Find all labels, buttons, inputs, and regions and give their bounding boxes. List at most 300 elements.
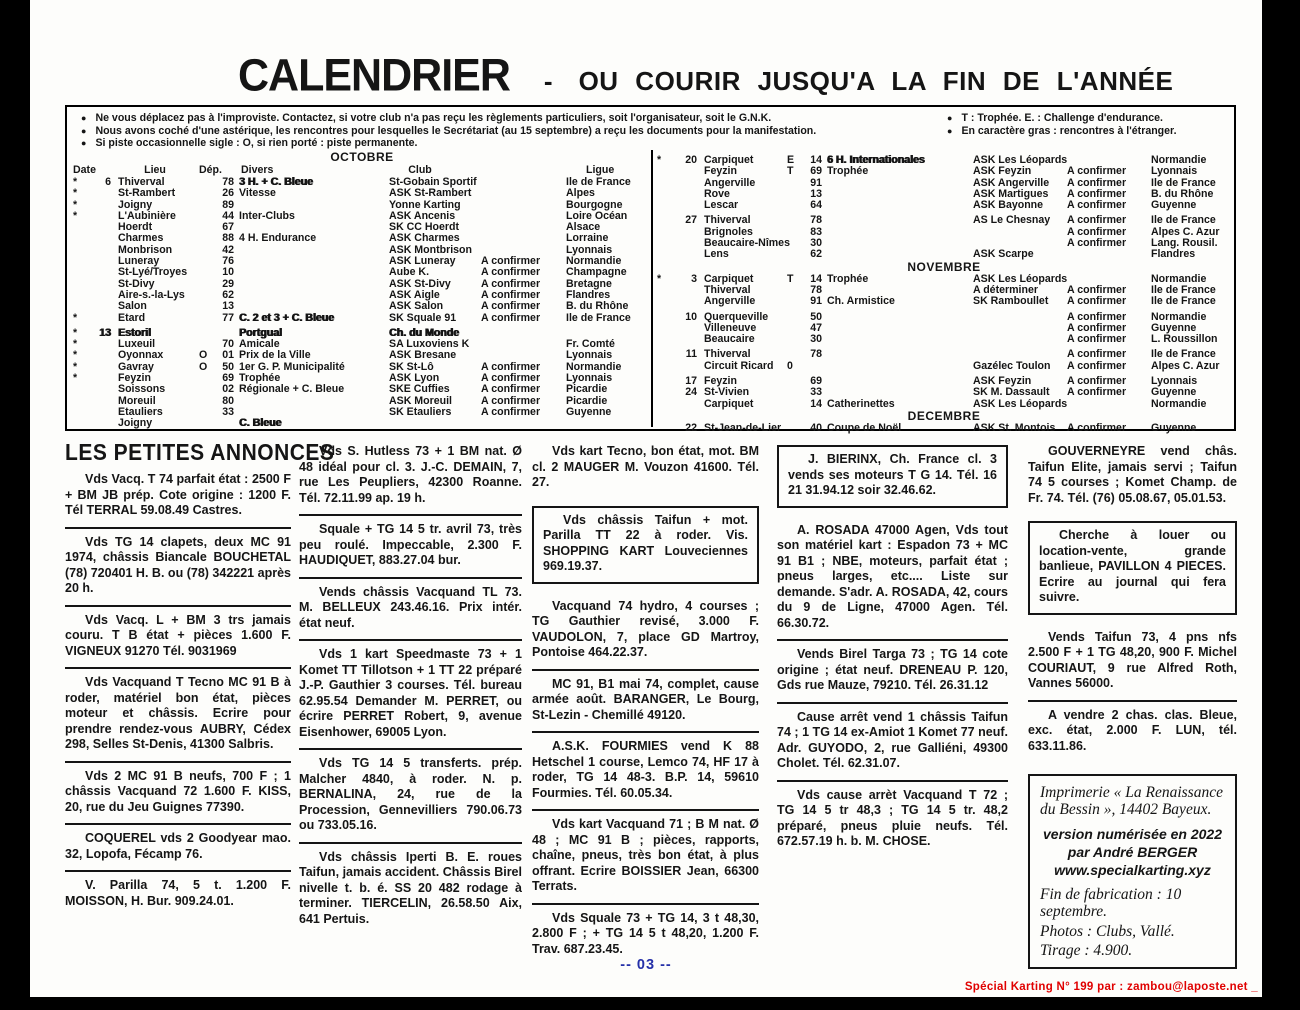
ad-text: MC 91, B1 mai 74, complet, cause armée août. BARANGER, Le Bourg, St-Lezin - Chemillé 49120.	[532, 676, 759, 722]
cell-date	[87, 407, 111, 418]
cell-asterisk	[657, 399, 671, 410]
cell-date	[87, 200, 111, 211]
cell-divers: 3 H. + C. Bleue	[239, 176, 313, 188]
cell-asterisk	[657, 423, 671, 434]
cell-ligue: Normandie	[566, 255, 622, 268]
legend-item	[81, 125, 933, 138]
cell-confirmation	[481, 188, 566, 199]
cell-ligue: Alpes	[566, 187, 595, 200]
legend-item	[81, 137, 933, 150]
cell-asterisk: *	[73, 311, 78, 324]
cell-divers: Ch. Armistice	[827, 295, 895, 308]
cell-ligue: Ile de France	[1151, 295, 1216, 308]
cell-date: 10	[685, 310, 697, 323]
classifieds-column-3	[532, 438, 759, 965]
cell-confirmation: A confirmer	[481, 394, 541, 407]
cell-date	[87, 384, 111, 395]
cell-date	[671, 296, 697, 307]
cell-club: SK Squale 91	[389, 311, 457, 324]
cell-departement: 88	[222, 232, 234, 245]
cell-divers: Inter-Clubs	[239, 209, 295, 222]
cell-ligue: Ile de France	[1151, 348, 1216, 361]
classifieds-title: LES PETITES ANNONCES	[65, 440, 335, 466]
month-header-october: OCTOBRE	[330, 150, 394, 164]
cell-sigle	[199, 301, 213, 312]
page-title	[238, 50, 1174, 102]
cell-departement: 30	[810, 333, 822, 346]
cell-divers	[827, 349, 973, 360]
cell-asterisk	[657, 215, 671, 226]
calendar-row	[657, 166, 1231, 177]
cell-club	[973, 227, 1067, 238]
fabrication-end: Fin de fabrication : 10 septembre.	[1040, 886, 1182, 921]
month-header-december: DECEMBRE	[907, 408, 981, 423]
cell-sigle	[787, 189, 801, 200]
cell-club: ASK Martigues	[973, 187, 1049, 200]
classified-ad	[299, 842, 522, 936]
cell-club: SK M. Dassault	[973, 386, 1050, 399]
cell-club: ASK St-Divy	[389, 277, 451, 290]
cell-date	[87, 373, 111, 384]
cell-divers	[827, 189, 973, 200]
cell-confirmation: A confirmer	[1067, 310, 1127, 323]
cell-date	[671, 399, 697, 410]
ad-text: V. Parilla 74, 5 t. 1.200 F. MOISSON, H. Bur. 909.24.01.	[65, 878, 291, 908]
cell-divers: Vitesse	[239, 187, 276, 200]
cell-lieu: Thiverval	[704, 348, 751, 361]
cell-confirmation: A confirmer	[481, 300, 541, 313]
classified-ad	[299, 577, 522, 640]
cell-sigle	[199, 177, 213, 188]
cell-asterisk	[657, 178, 671, 189]
cell-departement: 69	[810, 165, 822, 178]
cell-divers: Amicale	[239, 338, 280, 351]
cell-sigle	[787, 399, 801, 410]
cell-departement: 78	[810, 348, 822, 361]
classified-ad	[777, 639, 1008, 702]
website-text: www.specialkarting.xyz	[1054, 861, 1211, 878]
cell-ligue: Picardie	[566, 383, 608, 396]
cell-confirmation: A confirmer	[481, 360, 541, 373]
cell-ligue: Guyenne	[1151, 421, 1197, 434]
cell-sigle	[787, 215, 801, 226]
cell-departement: 50	[222, 360, 234, 373]
cell-departement: 91	[810, 295, 822, 308]
cell-divers: 4 H. Endurance	[239, 232, 317, 245]
title-subtitle: OU COURIR JUSQU'A LA FIN DE L'ANNÉE	[578, 66, 1174, 96]
cell-ligue: Picardie	[566, 394, 608, 407]
cell-asterisk: *	[73, 198, 78, 211]
cell-lieu: Feyzin	[118, 372, 151, 385]
cell-divers	[827, 227, 973, 238]
calendar-row	[657, 296, 1231, 307]
month-header-november: NOVEMBRE	[907, 259, 981, 274]
cell-asterisk: *	[73, 209, 78, 222]
ad-text: Cause arrêt vend 1 châssis Taifun 74 ; 1 TG 14 ex-Amiot 1 Komet 77 neuf. Adr. GUYODO, 2, rue Galliéni, 49300 Cholet. Tél. 62.31.07.	[777, 709, 1008, 770]
classified-ad	[532, 903, 759, 966]
cell-lieu: Hoerdt	[118, 221, 153, 234]
ad-text: Cherche à louer ou location-vente, grande banlieue, PAVILLON 4 PIECES. Ecrire au journal qui fera suivre.	[1039, 528, 1226, 604]
cell-asterisk	[657, 334, 671, 345]
cell-lieu: Etard	[118, 311, 146, 324]
cell-date	[671, 249, 697, 260]
cell-sigle: O	[199, 349, 208, 362]
cell-asterisk	[657, 387, 671, 398]
cell-confirmation	[481, 328, 566, 339]
cell-club: ASK Les Léopards	[973, 272, 1068, 285]
cell-ligue: Guyenne	[1151, 321, 1197, 334]
cell-divers	[827, 376, 973, 387]
cell-ligue: Flandres	[566, 288, 611, 301]
cell-club: SK St-Lô	[389, 360, 434, 373]
scan-credit: Spécial Karting N° 199 par : zambou@laposte.net _	[964, 981, 1258, 993]
cell-divers	[239, 290, 389, 301]
cell-date: 3	[691, 272, 697, 285]
cell-date	[87, 418, 111, 429]
cell-club: ASK Aigle	[389, 288, 440, 301]
cell-departement: 14	[810, 397, 822, 410]
header-divers: Divers	[241, 164, 274, 176]
cell-date: 6	[105, 176, 111, 188]
cell-departement: 33	[810, 386, 822, 399]
cell-date: 24	[685, 386, 697, 399]
cell-divers	[827, 215, 973, 226]
cell-date	[671, 285, 697, 296]
cell-sigle	[787, 312, 801, 323]
cell-departement: 42	[222, 243, 234, 256]
cell-date	[87, 267, 111, 278]
cell-club: A déterminer	[973, 283, 1038, 296]
cell-lieu: Etauliers	[118, 405, 163, 418]
cell-sigle	[199, 328, 213, 339]
cell-ligue: Champagne	[566, 266, 627, 279]
cell-date: 20	[685, 154, 697, 166]
cell-departement: 62	[222, 288, 234, 301]
cell-lieu: Thiverval	[704, 283, 751, 296]
calendar-row	[657, 200, 1231, 211]
cell-ligue: Lyonnais	[566, 372, 613, 385]
cell-club: ASK St-Rambert	[389, 187, 472, 200]
cell-confirmation: A confirmer	[1067, 176, 1127, 189]
cell-ligue: Guyenne	[566, 405, 612, 418]
classified-ad	[777, 517, 1008, 640]
cell-divers	[827, 323, 973, 334]
cell-club: ASK Bayonne	[973, 199, 1044, 212]
calendar-rows-october-left	[73, 177, 651, 430]
cell-date	[87, 245, 111, 256]
cell-divers: Trophée	[827, 272, 869, 285]
cell-confirmation	[1067, 249, 1151, 260]
cell-lieu: Angerville	[704, 295, 756, 308]
cell-asterisk	[657, 376, 671, 387]
cell-asterisk	[73, 290, 87, 301]
calendar-row	[657, 387, 1231, 398]
classified-ad	[299, 438, 522, 514]
calendar-row	[657, 189, 1231, 200]
cell-departement: 13	[222, 300, 234, 313]
ad-text: A vendre 2 chas. clas. Bleue, exc. état, 2.000 F. LUN, tél. 633.11.86.	[1028, 707, 1237, 753]
cell-sigle	[787, 387, 801, 398]
cell-date	[87, 222, 111, 233]
cell-sigle	[199, 396, 213, 407]
cell-departement: 40	[810, 421, 822, 434]
cell-departement: 26	[222, 187, 234, 200]
cell-lieu: Villeneuve	[704, 321, 757, 334]
cell-confirmation: A confirmer	[481, 277, 541, 290]
cell-club: SK Etauliers	[389, 405, 452, 418]
cell-date	[87, 339, 111, 350]
cell-divers	[827, 178, 973, 189]
calendar-row	[73, 301, 651, 312]
cell-ligue: Lorraine	[566, 232, 609, 245]
calendar-rows-december	[657, 423, 1231, 434]
calendar-row	[657, 361, 1231, 372]
cell-confirmation: A confirmer	[1067, 348, 1127, 361]
classified-ad	[299, 748, 522, 842]
cell-ligue: Alsace	[566, 221, 601, 234]
cell-asterisk	[657, 312, 671, 323]
cell-divers: Prix de la Ville	[239, 349, 311, 362]
cell-ligue: B. du Rhône	[1151, 187, 1214, 200]
ad-text: A.S.K. FOURMIES vend K 88 Hetschel 1 course, Lemco 74, HF 17 à roder, TG 14 48-3. B.P. 14, 59610 Fourmies. Tél. 60.05.34.	[532, 739, 759, 800]
bullet-icon: ●	[81, 125, 87, 136]
cell-sigle	[787, 178, 801, 189]
cell-date	[87, 233, 111, 244]
cell-confirmation	[481, 211, 566, 222]
cell-club: SA Luxoviens K	[389, 338, 470, 351]
cell-sigle	[199, 211, 213, 222]
cell-asterisk: *	[73, 349, 78, 362]
classifieds-column-5	[1028, 438, 1237, 969]
cell-departement: 50	[810, 310, 822, 323]
cell-departement: 67	[222, 221, 234, 234]
legend-left-list	[81, 112, 933, 150]
printer-name: Imprimerie « La Renaissance du Bessin », 14402 Bayeux.	[1040, 784, 1223, 819]
cell-lieu: Carpiquet	[704, 397, 754, 410]
header-dep: Dép.	[199, 164, 222, 176]
cell-departement: 47	[810, 321, 822, 334]
classified-ad	[299, 639, 522, 748]
page-number: -- 03 --	[620, 957, 672, 973]
calendar-row	[657, 238, 1231, 249]
ad-text: Vds kart Tecno, bon état, mot. BM cl. 2 MAUGER M. Vouzon 41600. Tél. 27.	[532, 444, 759, 489]
header-date: Date	[73, 164, 96, 176]
classifieds-list-3	[532, 438, 759, 965]
calendar-row	[657, 423, 1231, 434]
cell-confirmation: A confirmer	[1067, 283, 1127, 296]
cell-divers	[827, 249, 973, 260]
cell-lieu: Feyzin	[704, 165, 737, 178]
cell-ligue: Fr. Comté	[566, 338, 615, 351]
cell-departement: 80	[222, 394, 234, 407]
ad-text: Vds châssis Iperti B. E. roues Taifun, jamais accident. Châssis Birel nivelle t. b. é. SS 20 482 rodage à terminer. TIERCELIN, 26.58.50 Aix, 641 Pertuis.	[299, 849, 522, 926]
cell-date	[671, 238, 697, 249]
cell-club	[973, 312, 1067, 323]
cell-confirmation: A confirmer	[1067, 386, 1127, 399]
cell-divers: C. Bleue	[239, 417, 282, 430]
cell-date: 13	[99, 326, 111, 339]
classified-ad	[532, 731, 759, 809]
cell-club: ASK Les Léopards	[973, 154, 1068, 166]
cell-sigle	[787, 285, 801, 296]
cell-divers: Catherinettes	[827, 397, 895, 410]
cell-confirmation	[481, 177, 566, 188]
cell-confirmation	[481, 200, 566, 211]
ad-text: GOUVERNEYRE vend châs. Taifun Elite, jamais servi ; Taifun 74 5 courses ; Komet Champ. de Fr. 74. Tél. (76) 05.08.67, 05.01.53.	[1028, 444, 1237, 505]
cell-departement	[801, 361, 827, 372]
cell-departement: 77	[222, 311, 234, 324]
cell-lieu: St-Vivien	[704, 386, 750, 399]
bullet-icon: ●	[81, 113, 87, 123]
header-lieu: Lieu	[144, 164, 166, 176]
cell-lieu: Brignoles	[704, 225, 753, 238]
cell-date: 11	[685, 348, 697, 361]
digitized-author: par André BERGER	[1067, 843, 1198, 860]
cell-club: St-Gobain Sportif	[389, 176, 477, 188]
ad-text: Vends Birel Targa 73 ; TG 14 cote origine ; état neuf. DRENEAU P. 120, Gds rue Mauze, 79210. Tél. 26.31.12	[777, 647, 1008, 692]
calendar-row	[73, 290, 651, 301]
cell-date	[87, 279, 111, 290]
calendar-rows-october-right	[657, 155, 1231, 261]
cell-sigle	[199, 200, 213, 211]
cell-lieu: Thiverval	[704, 214, 751, 227]
cell-departement: 83	[810, 225, 822, 238]
cell-confirmation: A confirmer	[481, 311, 541, 324]
cell-lieu: Salon	[118, 300, 147, 313]
cell-sigle: T	[787, 272, 794, 285]
cell-divers	[827, 334, 973, 345]
classified-ad	[532, 669, 759, 732]
cell-lieu: Angerville	[704, 176, 756, 189]
cell-asterisk: *	[73, 326, 78, 339]
cell-lieu: Rove	[704, 187, 730, 200]
cell-asterisk	[657, 349, 671, 360]
classifieds-column-4	[777, 438, 1008, 858]
cell-departement: 69	[810, 375, 822, 388]
cell-departement: 62	[810, 248, 822, 261]
cell-date	[87, 313, 111, 324]
cell-departement: 29	[222, 277, 234, 290]
cell-ligue: Ile de France	[566, 311, 631, 324]
cell-confirmation	[481, 222, 566, 233]
classified-ad	[1028, 521, 1237, 615]
ad-text: Vds 2 MC 91 B neufs, 700 F ; 1 châssis Vacquand 72 1.600 F. KISS, 20, rue du Jeu Guignes 77390.	[65, 768, 291, 814]
cell-divers: Trophée	[827, 165, 869, 178]
cell-sigle	[199, 233, 213, 244]
cell-sigle	[787, 423, 801, 434]
cell-lieu: L'Aubinière	[118, 209, 176, 222]
cell-asterisk	[73, 222, 87, 233]
cell-sigle: O	[199, 360, 208, 373]
ad-text: Vacquand 74 hydro, 4 courses ; TG Gauthier revisé, 3.000 F. VAUDOLON, 7, place GD Martroy, Pontoise 464.22.37.	[532, 598, 759, 659]
cell-divers: C. 2 et 3 + C. Bleue	[239, 311, 335, 324]
calendar-row	[73, 245, 651, 256]
ad-text: Vds TG 14 clapets, deux MC 91 1974, châssis Biancale BOUCHETAL (78) 720401 H. B. ou (78) 342221 après 20 h.	[65, 534, 291, 595]
cell-departement: 78	[222, 176, 234, 188]
cell-club: ASK Moreuil	[389, 394, 452, 407]
cell-confirmation: A confirmer	[1067, 333, 1127, 346]
calendar-row	[73, 328, 651, 339]
cell-club	[389, 418, 481, 429]
cell-lieu: Joigny	[118, 417, 153, 430]
cell-asterisk	[73, 233, 87, 244]
cell-sigle	[199, 267, 213, 278]
cell-confirmation	[481, 339, 566, 350]
ad-text: Vends châssis Vacquand TL 73. M. BELLEUX 243.46.16. Prix intér. état neuf.	[299, 584, 522, 630]
cell-confirmation: A confirmer	[481, 255, 541, 268]
classified-ad	[532, 506, 759, 584]
cell-sigle	[199, 245, 213, 256]
bullet-icon: ●	[947, 113, 953, 123]
cell-confirmation	[481, 418, 566, 429]
legend-right-list	[947, 112, 1228, 150]
classified-ad	[65, 870, 291, 917]
cell-divers	[239, 396, 389, 407]
cell-lieu: Querqueville	[704, 310, 769, 323]
cell-date	[87, 301, 111, 312]
cell-ligue: Normandie	[1151, 272, 1207, 285]
calendar-row	[73, 384, 651, 395]
cell-club: ASK St. Montois	[973, 421, 1056, 434]
cell-club	[973, 334, 1067, 345]
cell-club: SK CC Hoerdt	[389, 221, 460, 234]
calendar-row	[73, 211, 651, 222]
cell-asterisk	[657, 361, 671, 372]
legend-item	[947, 125, 1228, 138]
classifieds-list-5	[1028, 438, 1237, 762]
cell-lieu: St-Lyé/Troyes	[118, 266, 188, 279]
cell-asterisk	[657, 285, 671, 296]
scan-border-right	[1262, 0, 1300, 1010]
printer-credits-box	[1028, 774, 1237, 969]
cell-asterisk: *	[73, 338, 78, 351]
cell-asterisk	[73, 267, 87, 278]
title-separator: -	[543, 66, 553, 96]
legend-text: Ne vous déplacez pas à l'improviste. Contactez, si votre club n'a pas reçu les règlements particuliers, soit l'organisateur, soit le G.N.K.	[95, 112, 772, 124]
cell-confirmation: A confirmer	[1067, 199, 1127, 212]
cell-confirmation: A confirmer	[1067, 359, 1127, 372]
tirage: Tirage : 4.900.	[1040, 942, 1133, 960]
cell-lieu: Charmes	[118, 232, 164, 245]
legend-text: Si piste occasionnelle sigle : O, si rien porté : piste permanente.	[95, 137, 418, 150]
cell-ligue: Lyonnais	[566, 243, 613, 256]
cell-ligue: Ile de France	[566, 176, 631, 188]
classified-ad	[65, 761, 291, 824]
digitized-note: version numérisée en 2022	[1043, 825, 1222, 842]
cell-confirmation: A confirmer	[1067, 237, 1127, 250]
cell-club: ASK Montbrison	[389, 243, 472, 256]
cell-club: ASK Feyzin	[973, 375, 1032, 388]
cell-date: 17	[685, 375, 697, 388]
cell-asterisk: *	[73, 187, 78, 200]
cell-divers	[239, 245, 389, 256]
classified-ad	[777, 702, 1008, 780]
calendar-box	[65, 105, 1236, 434]
ad-text: Vds S. Hutless 73 + 1 BM nat. Ø 48 idéal pour cl. 3. J.-C. DEMAIN, 7, rue Les Peupliers, 42300 Roanne. Tél. 72.11.99 ap. 19 h.	[299, 444, 522, 505]
cell-departement: 44	[222, 209, 234, 222]
classified-ad	[777, 445, 1008, 508]
cell-club: Yonne Karting	[389, 198, 461, 211]
cell-lieu: Joigny	[118, 198, 153, 211]
cell-date	[671, 200, 697, 211]
cell-departement: 14	[810, 154, 822, 166]
cell-asterisk	[73, 396, 87, 407]
cell-confirmation: A confirmer	[1067, 421, 1127, 434]
cell-club: AS Le Chesnay	[973, 214, 1051, 227]
cell-departement: 02	[222, 383, 234, 396]
cell-confirmation: A confirmer	[1067, 187, 1127, 200]
cell-confirmation: A confirmer	[481, 405, 541, 418]
